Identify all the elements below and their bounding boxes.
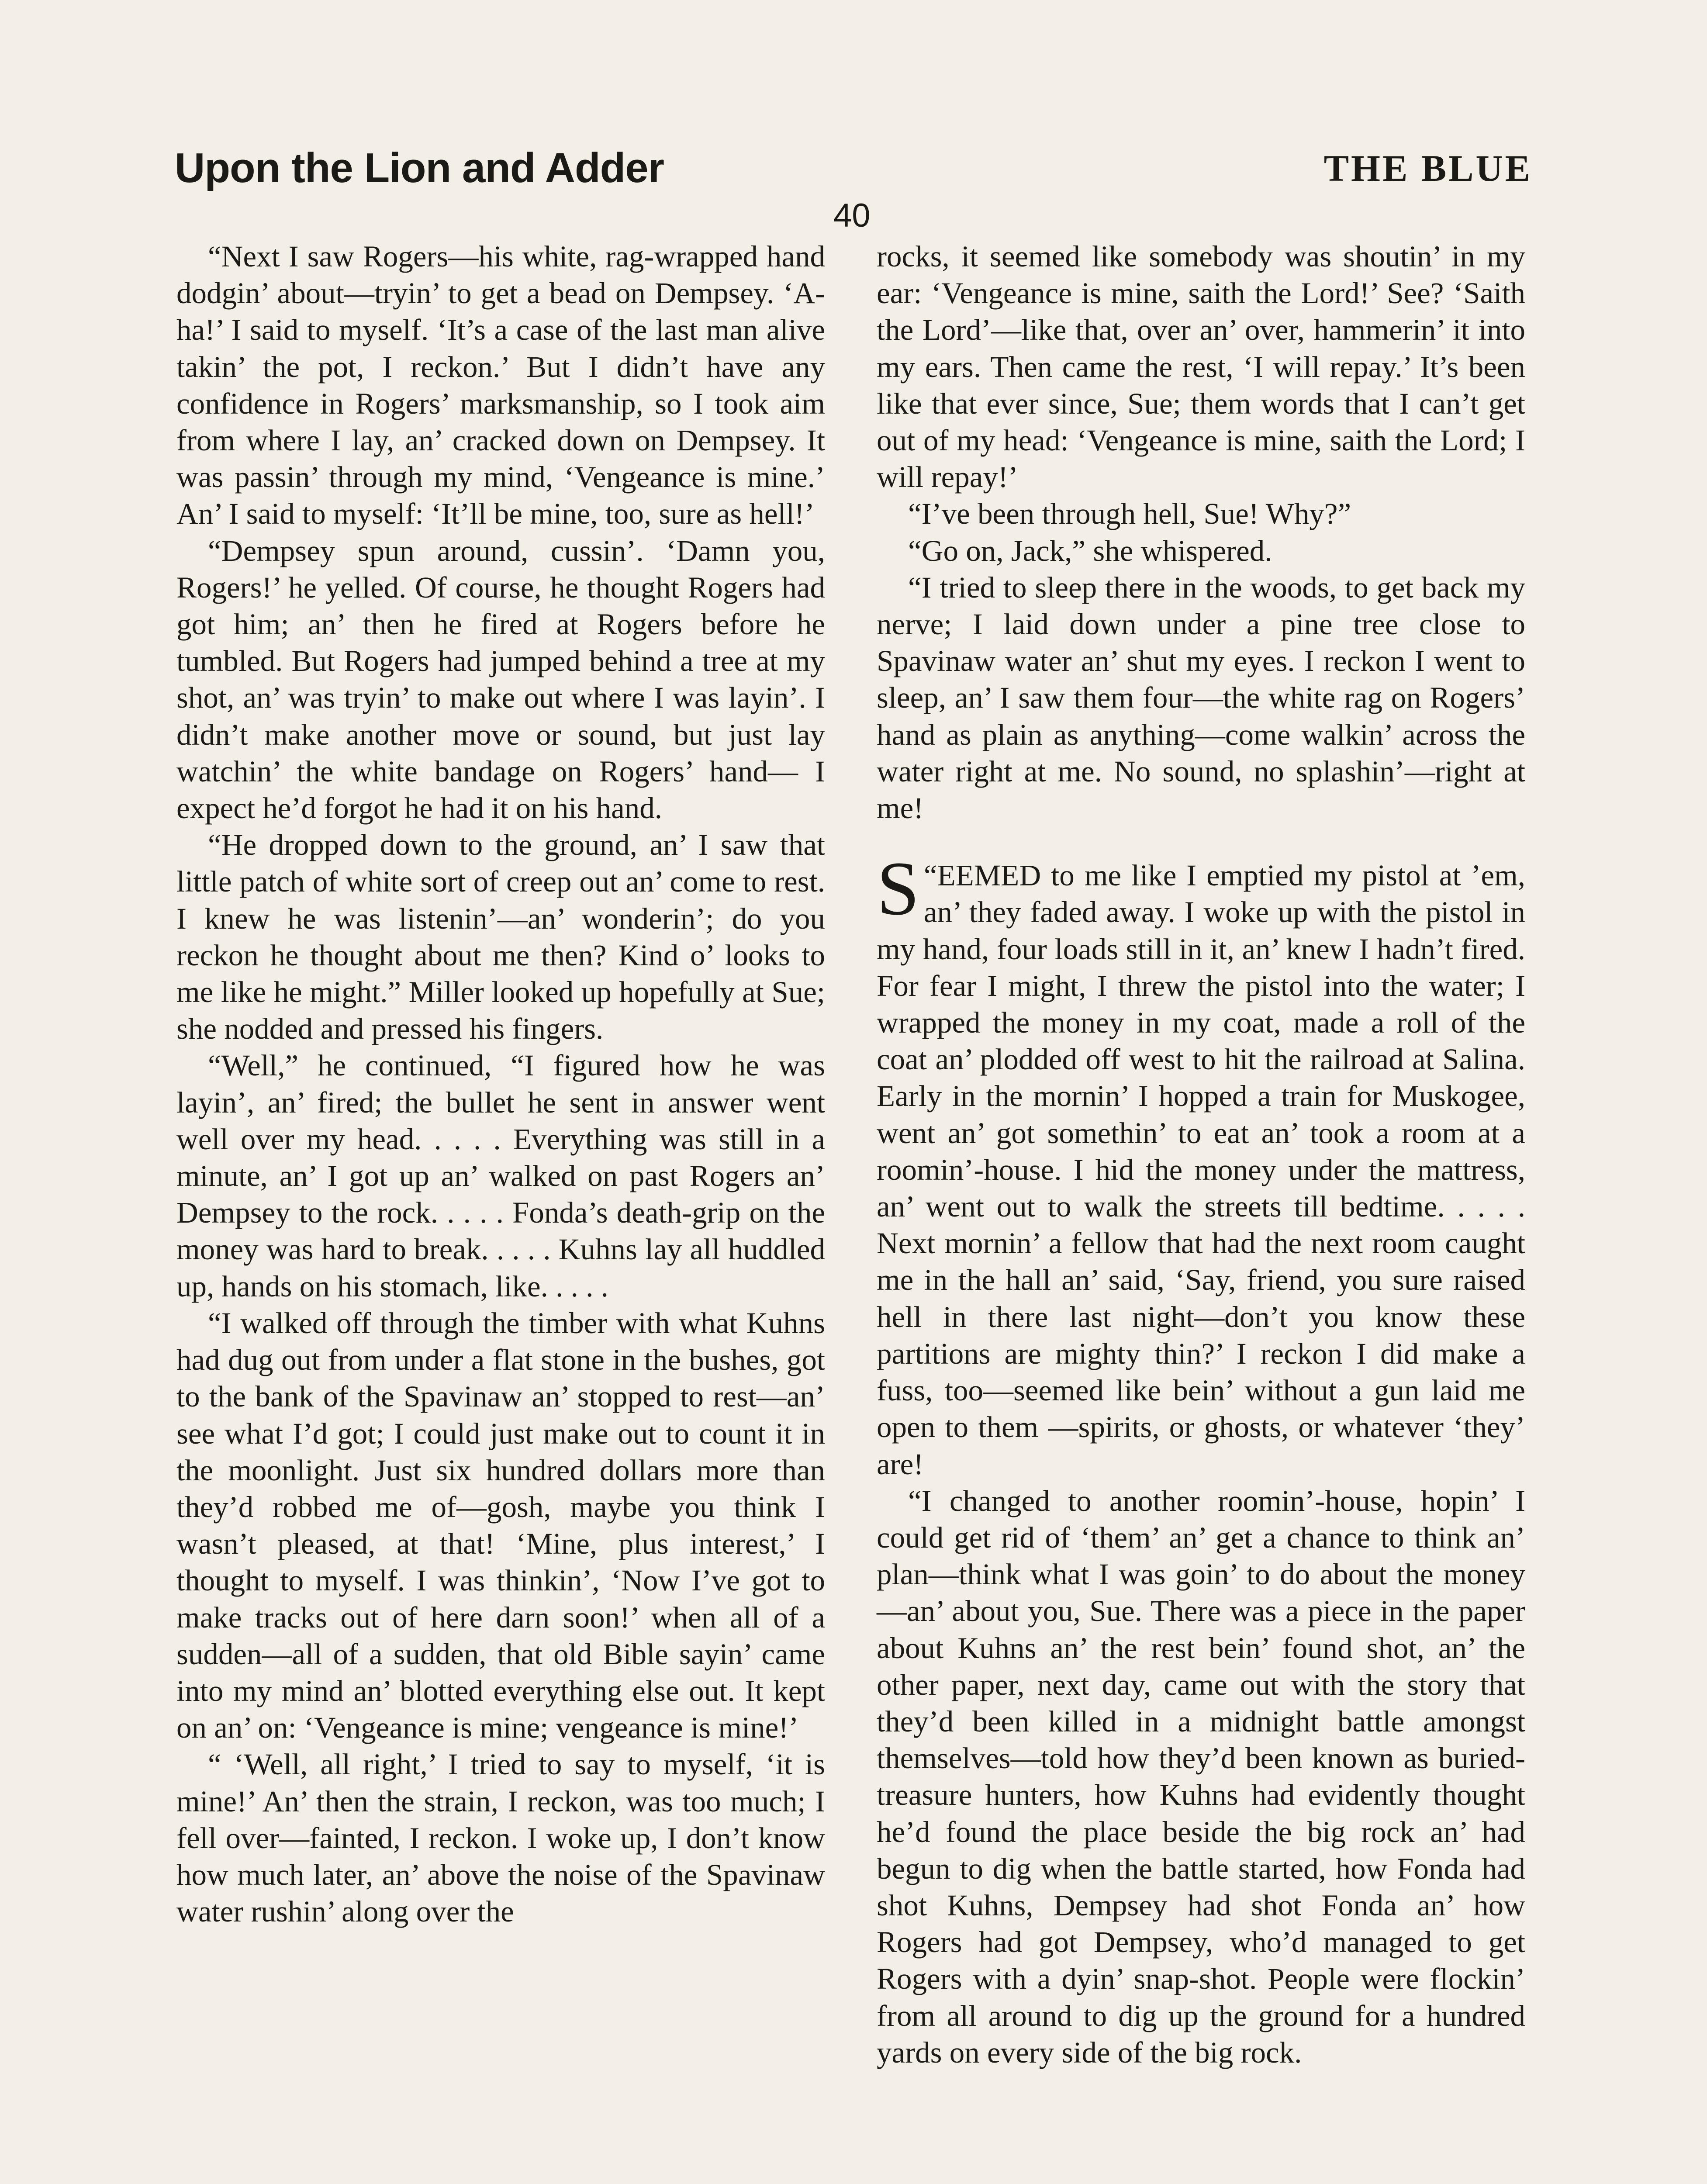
paragraph: rocks, it seemed like somebody was shoutin’ in my ear: ‘Vengeance is mine, saith the Lord!’ See? ‘Saith the Lord’—like that, over an’ over, hammerin’ it into my ears. Then came the rest, ‘I will repay.’ It’s been like that ever since, Sue; them words that I can’t get out of my head: ‘Vengeance is mine, saith the Lord; I will repay!’ [877,240,1525,494]
paragraph: “Dempsey spun around, cussin’. ‘Damn you, Rogers!’ he yelled. Of course, he thought Rogers had got him; an’ then he fired at Rogers before he tumbled. But Rogers had jumped behind a tree at my shot, an’ was tryin’ to make out where I was layin’. I didn’t make another move or sound, but just lay watchin’ the white bandage on Rogers’ hand— I expect he’d forgot he had it on his hand. [176,534,825,825]
right-column [877,238,1525,2071]
running-title: Upon the Lion and Adder [175,145,664,191]
paragraph: “Go on, Jack,” she whispered. [908,534,1272,567]
paragraph: “I walked off through the timber with what Kuhns had dug out from under a flat stone in the bushes, got to the bank of the Spavinaw an’ stopped to rest—an’ see what I’d got; I could just make out to count it in the moonlight. Just six hundred dollars more than they’d robbed me of—gosh, maybe you think I wasn’t pleased, at that! ‘Mine, plus interest,’ I thought to myself. I was thinkin’, ‘Now I’ve got to make tracks out of here darn soon!’ when all of a sudden—all of a sudden, that old Bible sayin’ came into my mind an’ blotted everything else out. It kept on an’ on: ‘Vengeance is mine; vengeance is mine!’ [176,1306,825,1745]
paragraph: “I tried to sleep there in the woods, to get back my nerve; I laid down under a pine tree close to Spavinaw water an’ shut my eyes. I reckon I went to sleep, an’ I saw them four—the white rag on Rogers’ hand as plain as anything—come walkin’ across the water right at me. No sound, no splashin’—right at me! [877,570,1525,825]
magazine-title: THE BLUE [1323,147,1532,189]
drop-cap-letter: S [877,846,919,932]
paragraph: “I’ve been through hell, Sue! Why?” [908,497,1351,531]
page-number: 40 [833,197,871,234]
dropcap-text: EEMED to me like I emptied my pistol at ’em, an’ they faded away. I woke up with the pistol in my hand, four loads still in it, an’ knew I hadn’t fired. For fear I might, I threw the pistol into the water; I wrapped the money in my coat, made a roll of the coat an’ plodded off west to hit the railroad at Salina. Early in the mornin’ I hopped a train for Muskogee, went an’ got somethin’ to eat an’ took a room at a roomin’-house. I hid the money under the mattress, an’ went out to walk the streets till bedtime. . . . . Next mornin’ a fellow that had the next room caught me in the hall an’ said, ‘Say, friend, you sure raised hell in there last night—don’t you know these partitions are mighty thin?’ I reckon I did make a fuss, too—seemed like bein’ without a gun laid me open to them —spirits, or ghosts, or whatever ‘they’ are! [877,859,1525,1481]
paragraph: “I changed to another roomin’-house, hopin’ I could get rid of ‘them’ an’ get a chance to think an’ plan—think what I was goin’ to do about the money—an’ about you, Sue. There was a piece in the paper about Kuhns an’ the rest bein’ found shot, an’ the other paper, next day, came out with the story that they’d been killed in a midnight battle amongst themselves—told how they’d been known as buried-treasure hunters, how Kuhns had evidently thought he’d found the place beside the big rock an’ had begun to dig when the battle started, how Fonda had shot Kuhns, Dempsey had shot Fonda an’ how Rogers had got Dempsey, who’d managed to get Rogers with a dyin’ snap-shot. People were flockin’ from all around to dig up the ground for a hundred yards on every side of the big rock. [877,1484,1525,2069]
paragraph: “He dropped down to the ground, an’ I saw that little patch of white sort of creep out an’ come to rest. I knew he was listenin’—an’ wonderin’; do you reckon he thought about me then? Kind o’ looks to me like he might.” Miller looked up hopefully at Sue; she nodded and pressed his fingers. [176,828,825,1046]
paragraph: “ ‘Well, all right,’ I tried to say to myself, ‘it is mine!’ An’ then the strain, I reckon, was too much; I fell over—fainted, I reckon. I woke up, I don’t know how much later, an’ above the noise of the Spavinaw water rushin’ along over the [176,1748,825,1928]
left-column [176,238,825,1930]
paragraph: “Next I saw Rogers—his white, rag-wrapped hand dodgin’ about—tryin’ to get a bead on Dempsey. ‘A-ha!’ I said to myself. ‘It’s a case of the last man alive takin’ the pot, I reckon.’ But I didn’t have any confidence in Rogers’ marksmanship, so I took aim from where I lay, an’ cracked down on Dempsey. It was passin’ through my mind, ‘Vengeance is mine.’ An’ I said to myself: ‘It’ll be mine, too, sure as hell!’ [176,240,825,531]
paragraph: “Well,” he continued, “I figured how he was layin’, an’ fired; the bullet he sent in answer went well over my head. . . . . Everything was still in a minute, an’ I got up an’ walked on past Rogers an’ Dempsey to the rock. . . . . Fonda’s death-grip on the money was hard to break. . . . . Kuhns lay all huddled up, hands on his stomach, like. . . . . [176,1049,825,1303]
dropcap-quote: “ [923,859,937,892]
dropcap-paragraph [877,846,1525,1482]
